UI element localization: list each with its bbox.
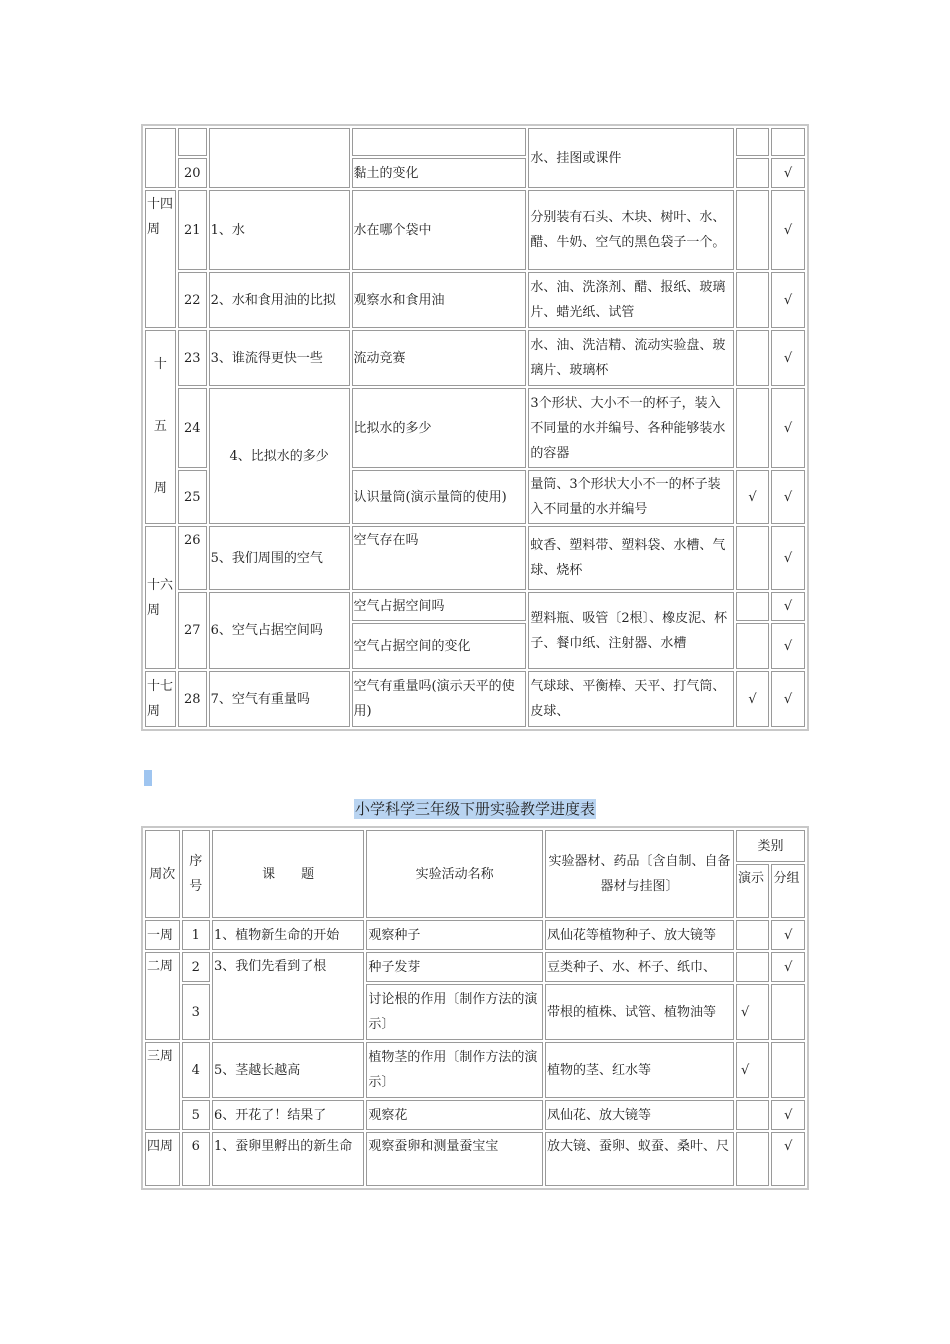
week-char: 十 <box>153 357 167 372</box>
activity-cell: 观察水和食用油 <box>352 272 527 328</box>
activity-cell <box>352 128 527 156</box>
check-mark: √ <box>771 388 805 468</box>
topic-cell: 1、水 <box>209 190 350 270</box>
group-cell <box>771 128 805 156</box>
check-mark: √ <box>771 671 805 727</box>
activity-cell: 空气存在吗 <box>352 526 527 590</box>
table-title <box>0 798 950 819</box>
activity-cell: 观察蚕卵和测量蚕宝宝 <box>366 1132 543 1186</box>
num-cell: 28 <box>178 671 207 727</box>
demo-cell <box>736 592 769 621</box>
num-cell: 1 <box>182 920 210 950</box>
demo-cell <box>736 952 770 982</box>
materials-cell: 蚊香、塑料带、塑料袋、水槽、气球、烧杯 <box>528 526 734 590</box>
num-cell: 5 <box>182 1100 210 1130</box>
materials-cell: 量筒、3个形状大小不一的杯子装入不同量的水并编号 <box>528 470 734 524</box>
week-cell: 十四周 <box>145 190 176 328</box>
num-cell: 27 <box>178 592 207 669</box>
check-mark: √ <box>771 526 805 590</box>
header-week: 周次 <box>145 830 180 918</box>
check-mark: √ <box>771 920 805 950</box>
num-cell: 20 <box>178 158 207 188</box>
materials-cell: 植物的茎、红水等 <box>545 1042 734 1098</box>
topic-cell: 1、植物新生命的开始 <box>212 920 364 950</box>
topic-cell: 5、我们周围的空气 <box>209 526 350 590</box>
demo-cell <box>736 272 769 328</box>
materials-cell: 凤仙花等植物种子、放大镜等 <box>545 920 734 950</box>
materials-cell: 水、油、洗洁精、流动实验盘、玻璃片、玻璃杯 <box>528 330 734 386</box>
check-mark: √ <box>771 330 805 386</box>
demo-cell <box>736 190 769 270</box>
activity-cell: 流动竞赛 <box>352 330 527 386</box>
week-cell <box>145 330 176 524</box>
header-activity: 实验活动名称 <box>366 830 543 918</box>
check-mark: √ <box>736 470 769 524</box>
table-title-text: 小学科学三年级下册实验教学进度表 <box>354 800 595 818</box>
check-mark: √ <box>771 190 805 270</box>
demo-cell <box>736 623 769 669</box>
topic-cell: 6、空气占据空间吗 <box>209 592 350 669</box>
materials-cell: 豆类种子、水、杯子、纸巾、 <box>545 952 734 982</box>
selection-marker <box>144 770 152 786</box>
check-mark: √ <box>771 158 805 188</box>
num-cell: 3 <box>182 984 210 1040</box>
week-cell: 三周 <box>145 1042 180 1130</box>
activity-cell: 观察花 <box>366 1100 543 1130</box>
week-cell: 四周 <box>145 1132 180 1186</box>
demo-cell <box>736 128 769 156</box>
activity-cell: 比拟水的多少 <box>352 388 527 468</box>
activity-cell: 水在哪个袋中 <box>352 190 527 270</box>
num-cell: 25 <box>178 470 207 524</box>
activity-cell: 认识量筒(演示量筒的使用) <box>352 470 527 524</box>
activity-cell: 黏土的变化 <box>352 158 527 188</box>
check-mark: √ <box>736 1042 770 1098</box>
num-cell: 26 <box>178 526 207 590</box>
schedule-table-continued <box>141 124 809 731</box>
check-mark: √ <box>771 623 805 669</box>
demo-cell <box>736 1100 770 1130</box>
topic-cell: 7、空气有重量吗 <box>209 671 350 727</box>
activity-cell: 空气占据空间的变化 <box>352 623 527 669</box>
num-cell: 4 <box>182 1042 210 1098</box>
group-cell <box>771 984 805 1040</box>
header-topic: 课 题 <box>212 830 364 918</box>
week-cell: 一周 <box>145 920 180 950</box>
activity-cell: 讨论根的作用〔制作方法的演示〕 <box>366 984 543 1040</box>
materials-cell: 塑料瓶、吸管〔2根〕、橡皮泥、杯子、餐巾纸、注射器、水槽 <box>528 592 734 669</box>
check-mark: √ <box>771 470 805 524</box>
topic-cell: 1、蚕卵里孵出的新生命 <box>212 1132 364 1186</box>
week-cell: 二周 <box>145 952 180 1040</box>
num-cell <box>178 128 207 156</box>
topic-cell: 3、谁流得更快一些 <box>209 330 350 386</box>
topic-cell: 6、开花了！结果了 <box>212 1100 364 1130</box>
demo-cell <box>736 1132 770 1186</box>
num-cell: 22 <box>178 272 207 328</box>
topic-cell: 3、我们先看到了根 <box>212 952 364 1040</box>
check-mark: √ <box>736 671 769 727</box>
num-cell: 24 <box>178 388 207 468</box>
num-cell: 2 <box>182 952 210 982</box>
topic-cell: 5、茎越长越高 <box>212 1042 364 1098</box>
group-cell <box>771 1042 805 1098</box>
activity-cell: 植物茎的作用〔制作方法的演示〕 <box>366 1042 543 1098</box>
week-char: 周 <box>153 481 167 496</box>
activity-cell: 种子发芽 <box>366 952 543 982</box>
demo-cell <box>736 158 769 188</box>
demo-cell <box>736 526 769 590</box>
demo-cell <box>736 330 769 386</box>
check-mark: √ <box>771 272 805 328</box>
materials-cell: 带根的植株、试管、植物油等 <box>545 984 734 1040</box>
num-cell: 23 <box>178 330 207 386</box>
materials-cell: 3个形状、大小不一的杯子，装入不同量的水并编号、各种能够装水的容器 <box>528 388 734 468</box>
check-mark: √ <box>771 592 805 621</box>
activity-cell: 空气占据空间吗 <box>352 592 527 621</box>
week-cell: 十六周 <box>145 526 176 669</box>
header-materials: 实验器材、药品〔含自制、自备器材与挂图〕 <box>545 830 734 918</box>
week-cell: 十七周 <box>145 671 176 727</box>
num-cell: 6 <box>182 1132 210 1186</box>
topic-cell <box>209 128 350 188</box>
topic-cell: 4、比拟水的多少 <box>209 388 350 524</box>
materials-cell: 水、挂图或课件 <box>528 128 734 188</box>
demo-cell <box>736 920 770 950</box>
demo-cell <box>736 388 769 468</box>
materials-cell: 放大镜、蚕卵、蚁蚕、桑叶、尺 <box>545 1132 734 1186</box>
check-mark: √ <box>736 984 770 1040</box>
materials-cell: 分别装有石头、木块、树叶、水、醋、牛奶、空气的黑色袋子一个。 <box>528 190 734 270</box>
materials-cell: 水、油、洗涤剂、醋、报纸、玻璃片、蜡光纸、试管 <box>528 272 734 328</box>
check-mark: √ <box>771 1132 805 1186</box>
topic-cell: 2、水和食用油的比拟 <box>209 272 350 328</box>
activity-cell: 空气有重量吗(演示天平的使用) <box>352 671 527 727</box>
materials-cell: 气球球、平衡棒、天平、打气筒、皮球、 <box>528 671 734 727</box>
materials-cell: 凤仙花、放大镜等 <box>545 1100 734 1130</box>
header-category: 类别 <box>736 830 805 862</box>
header-num: 序号 <box>182 830 210 918</box>
schedule-table <box>141 826 809 1190</box>
week-cell <box>145 128 176 188</box>
week-char: 五 <box>153 419 167 434</box>
activity-cell: 观察种子 <box>366 920 543 950</box>
check-mark: √ <box>771 1100 805 1130</box>
num-cell: 21 <box>178 190 207 270</box>
check-mark: √ <box>771 952 805 982</box>
header-group: 分组 <box>771 864 805 918</box>
header-demo: 演示 <box>736 864 770 918</box>
